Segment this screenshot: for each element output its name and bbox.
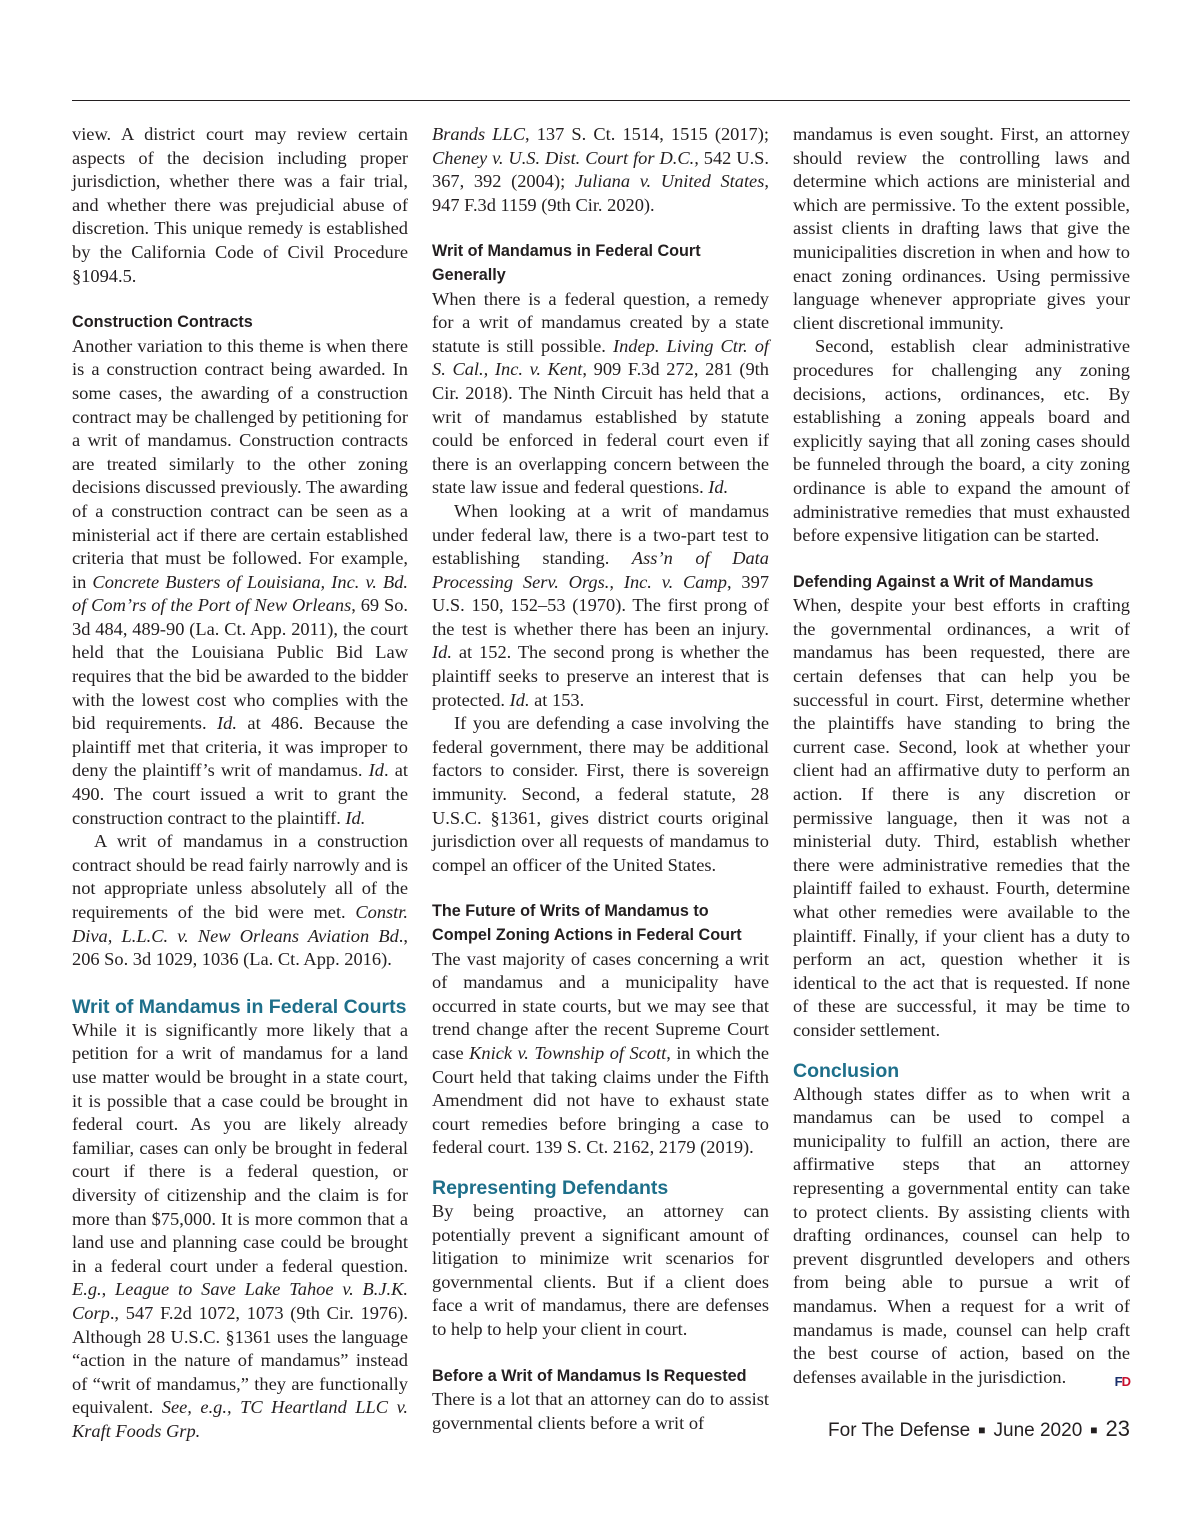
page-number: 23 bbox=[1105, 1416, 1130, 1441]
header-rule bbox=[72, 100, 1130, 101]
paragraph: When there is a federal question, a remedy for a writ of mandamus created by a state statute is still possible. Indep. Living Ctr. of S. Cal., Inc. v. Kent, 909 F.3d 272, 281 (9th Cir. 2018). The Ninth Circuit has held that a writ of mandamus established by statute could be enforced in federal court even if there is an overlapping concern between the state law issue and federal questions. Id. bbox=[432, 288, 769, 498]
section-heading-writ-federal-courts: Writ of Mandamus in Federal Courts bbox=[72, 995, 407, 1018]
paragraph: mandamus is even sought. First, an attorney should review the controlling laws and determine which actions are ministerial and which are permissive. To the extent possible, assist clients in drafting laws that give the municipalities discretion in when and how to enact zoning ordinances. Using permissive language whenever appropriate gives your client discretional immunity. bbox=[793, 124, 1130, 333]
page-footer bbox=[828, 1416, 1130, 1442]
paragraph: The vast majority of cases concerning a writ of mandamus and a municipality have occurred in state courts, but we may see that trend change after the recent Supreme Court case Knick v. Township of Scott, in which the Court held that taking claims under the Fifth Amendment did not have to exhaust state court remedies before bringing a case to federal court. 139 S. Ct. 2162, 2179 (2019). bbox=[432, 948, 769, 1158]
column-1 bbox=[72, 123, 408, 1443]
section-heading-before-writ: Before a Writ of Mandamus Is Requested bbox=[432, 1366, 747, 1385]
paragraph: Second, establish clear administrative procedures for challenging any zoning decisions, actions, ordinances, etc. By establishing a zoning appeals board and explicitly saying that all zoning cases should be funneled through the board, a city zoning ordinance is able to expand the amount of administrative remedies that must exhausted before expensive litigation can be started. bbox=[793, 336, 1130, 546]
paragraph: Brands LLC, 137 S. Ct. 1514, 1515 (2017); Cheney v. U.S. Dist. Court for D.C., 542 U.S. 367, 392 (2004); Juliana v. United States, 947 F.3d 1159 (9th Cir. 2020). bbox=[432, 124, 769, 215]
paragraph: If you are defending a case involving the federal government, there may be additional factors to consider. First, there is sovereign immunity. Second, a federal statute, 28 U.S.C. §1361, gives district courts original jurisdiction over all requests of mandamus to compel an officer of the United States. bbox=[432, 713, 769, 875]
paragraph: Another variation to this theme is when there is a construction contract being awarded. In some cases, the awarding of a construction contract may be challenged by petitioning for a writ of mandamus. Construction contracts are treated similarly to the other zoning decisions discussed previously. The awarding of a construction contract can be seen as a ministerial act if there are certain established criteria that must be followed. For example, in Concrete Busters of Louisiana, Inc. v. Bd. of Com’rs of the Port of New Orleans, 69 So. 3d 484, 489-90 (La. Ct. App. 2011), the court held that the Louisiana Public Bid Law requires that the bid be awarded to the bidder with the lowest cost who complies with the bid requirements. Id. at 486. Because the plaintiff met that criteria, it was improper to deny the plaintiff’s writ of mandamus. Id. at 490. The court issued a writ to grant the construction contract to the plaintiff. Id. bbox=[72, 335, 408, 828]
paragraph: A writ of mandamus in a construction contract should be read fairly narrowly and is not appropriate unless absolutely all of the requirements of the bid were met. Constr. Diva, L.L.C. v. New Orleans Aviation Bd., 206 So. 3d 1029, 1036 (La. Ct. App. 2016). bbox=[72, 831, 408, 970]
paragraph: There is a lot that an attorney can do to assist governmental clients before a writ of bbox=[432, 1389, 769, 1433]
issue-date: June 2020 bbox=[993, 1420, 1083, 1441]
column-2 bbox=[432, 123, 769, 1435]
publication-name: For The Defense bbox=[828, 1420, 971, 1441]
paragraph: While it is significantly more likely that a petition for a writ of mandamus for a land use matter would be brought in a state court, it is possible that a case could be brought in federal court. As you are likely already familiar, cases can only be brought in federal court if there is a federal question, or diversity of citizenship and the claim is for more than $75,000. It is more common that a land use and planning case could be brought in a federal court under a federal question. E.g., League to Save Lake Tahoe v. B.J.K. Corp., 547 F.2d 1072, 1073 (9th Cir. 1976). Although 28 U.S.C. §1361 uses the language “action in the nature of mandamus” instead of “writ of mandamus,” they are functionally equivalent. See, e.g., TC Heartland LLC v. Kraft Foods Grp. bbox=[72, 1019, 408, 1441]
end-mark-icon: FD bbox=[1114, 1373, 1130, 1389]
section-heading-representing-defendants: Representing Defendants bbox=[432, 1176, 669, 1199]
section-heading-conclusion: Conclusion bbox=[793, 1059, 900, 1082]
section-heading-defending-against-writ: Defending Against a Writ of Mandamus bbox=[793, 572, 1094, 591]
section-heading-construction-contracts: Construction Contracts bbox=[72, 313, 253, 332]
paragraph: Although states differ as to when writ a mandamus can be used to compel a municipality to fulfill an action, there are affirmative steps that an attorney representing a governmental entity can take to protect clients. By assisting clients with drafting ordinances, counsel can help to prevent disgruntled developers and others from being able to pursue a writ of mandamus. When a request for a writ of mandamus is made, counsel can help craft the best course of action, based on the defenses available in the jurisdiction. FD bbox=[793, 1083, 1130, 1390]
paragraph: When, despite your best efforts in crafting the governmental ordinances, a writ of mandamus has been requested, there are certain defenses that can help you be successful in court. First, determine whether the plaintiffs have standing to bring the current case. Second, look at whether your client had an affirmative duty to perform an action. If there is any discretion or permissive language, then it was not a ministerial duty. Third, establish whether there were administrative remedies that the plaintiff failed to exhaust. Fourth, determine what other remedies were available to the plaintiff. Finally, if your client has a duty to perform an act, question whether it is identical to the act that is requested. If none of these are successful, it may be time to consider settlement. bbox=[793, 595, 1130, 1040]
column-3 bbox=[793, 123, 1130, 1393]
paragraph: When looking at a writ of mandamus under federal law, there is a two-part test to establishing standing. Ass’n of Data Processing Serv. Orgs., Inc. v. Camp, 397 U.S. 150, 152–53 (1970). The first prong of the test is whether there has been an injury. Id. at 152. The second prong is whether the plaintiff seeks to preserve an interest that is protected. Id. at 153. bbox=[432, 500, 770, 710]
paragraph: By being proactive, an attorney can potentially prevent a significant amount of litigation to minimize writ scenarios for governmental clients. But if a client does face a writ of mandamus, there are defenses to help to help your client in court. bbox=[432, 1200, 769, 1339]
paragraph: view. A district court may review certain aspects of the decision including proper jurisdiction, whether there was a fair trial, and whether there was prejudicial abuse of discretion. This unique remedy is established by the California Code of Civil Procedure §1094.5. bbox=[72, 124, 408, 286]
section-heading-future-of-writs: The Future of Writs of Mandamus to Compel Zoning Actions in Federal Court bbox=[432, 902, 742, 944]
section-heading-federal-court-generally: Writ of Mandamus in Federal Court Generally bbox=[432, 242, 701, 284]
separator-icon: ■ bbox=[978, 1423, 986, 1437]
separator-icon: ■ bbox=[1090, 1423, 1098, 1437]
